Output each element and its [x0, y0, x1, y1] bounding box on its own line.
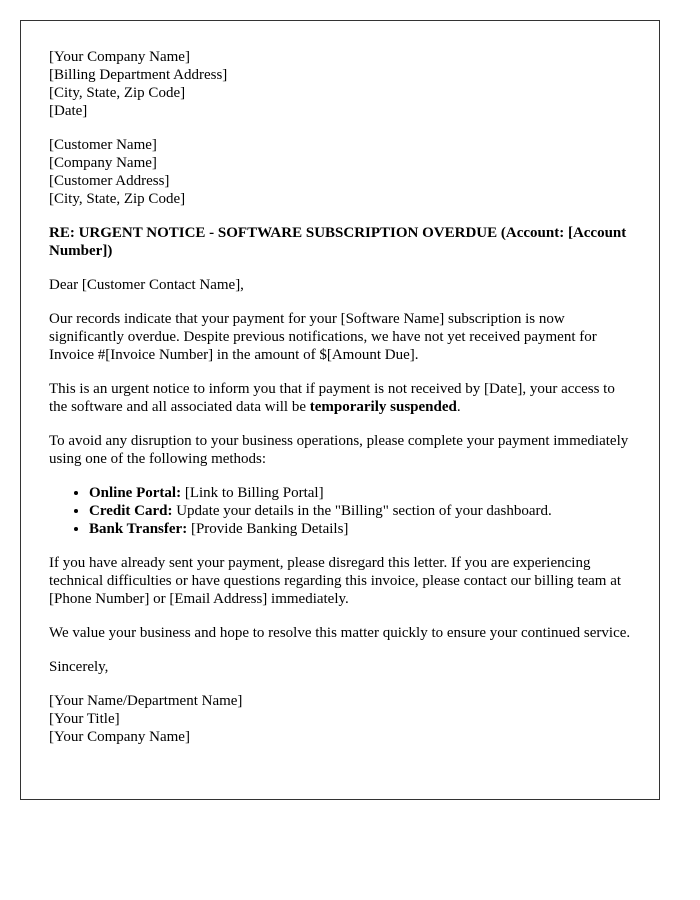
method-label: Credit Card:: [89, 503, 173, 519]
recipient-address: [Customer Address]: [49, 173, 170, 189]
signature-name: [Your Name/Department Name]: [49, 693, 243, 709]
body-paragraph-3: To avoid any disruption to your business operations, please complete your payment immediately using one of the following methods:: [49, 433, 629, 467]
recipient-name: [Customer Name]: [49, 137, 157, 153]
letter-page: [20, 20, 660, 800]
body-paragraph-5: We value your business and hope to resolve this matter quickly to ensure your continued service.: [49, 625, 631, 641]
recipient-city: [City, State, Zip Code]: [49, 191, 186, 207]
sender-company: [Your Company Name]: [49, 49, 190, 65]
list-item: [89, 520, 631, 538]
list-item: [89, 502, 631, 520]
recipient-company: [Company Name]: [49, 155, 157, 171]
method-label: Bank Transfer:: [89, 521, 188, 537]
salutation: Dear [Customer Contact Name],: [49, 277, 244, 293]
closing: Sincerely,: [49, 659, 109, 675]
signature-block: [49, 692, 631, 746]
method-text: [Link to Billing Portal]: [181, 485, 324, 501]
signature-company: [Your Company Name]: [49, 729, 190, 745]
body-paragraph-2-text: This is an urgent notice to inform you that if payment is not received by [Date], your access to the software and all associated data will be: [49, 381, 615, 415]
body-paragraph-2: [49, 380, 631, 416]
body-paragraph-2-end: .: [456, 399, 461, 415]
method-text: Update your details in the "Billing" section of your dashboard.: [172, 503, 552, 519]
method-label: Online Portal:: [89, 485, 182, 501]
subject-line: RE: URGENT NOTICE - SOFTWARE SUBSCRIPTION OVERDUE (Account: [Account Number]): [49, 225, 627, 259]
list-item: [89, 484, 631, 502]
letter-date: [Date]: [49, 103, 88, 119]
recipient-address-block: [49, 136, 631, 208]
sender-address: [Billing Department Address]: [49, 67, 228, 83]
payment-methods-list: [49, 484, 631, 538]
body-paragraph-4: If you have already sent your payment, please disregard this letter. If you are experiencing technical difficulties or have questions regarding this invoice, please contact our billing team at [Phone Number] or [Email Address] immediately.: [49, 555, 622, 607]
sender-address-block: [49, 48, 631, 120]
sender-city: [City, State, Zip Code]: [49, 85, 186, 101]
body-paragraph-1: Our records indicate that your payment for your [Software Name] subscription is now significantly overdue. Despite previous notifications, we have not yet received payment for Invoice #[Invoice Number] in the amount of $[Amount Due].: [49, 311, 597, 363]
suspension-emphasis: temporarily suspended: [309, 399, 457, 415]
signature-title: [Your Title]: [49, 711, 120, 727]
method-text: [Provide Banking Details]: [187, 521, 349, 537]
